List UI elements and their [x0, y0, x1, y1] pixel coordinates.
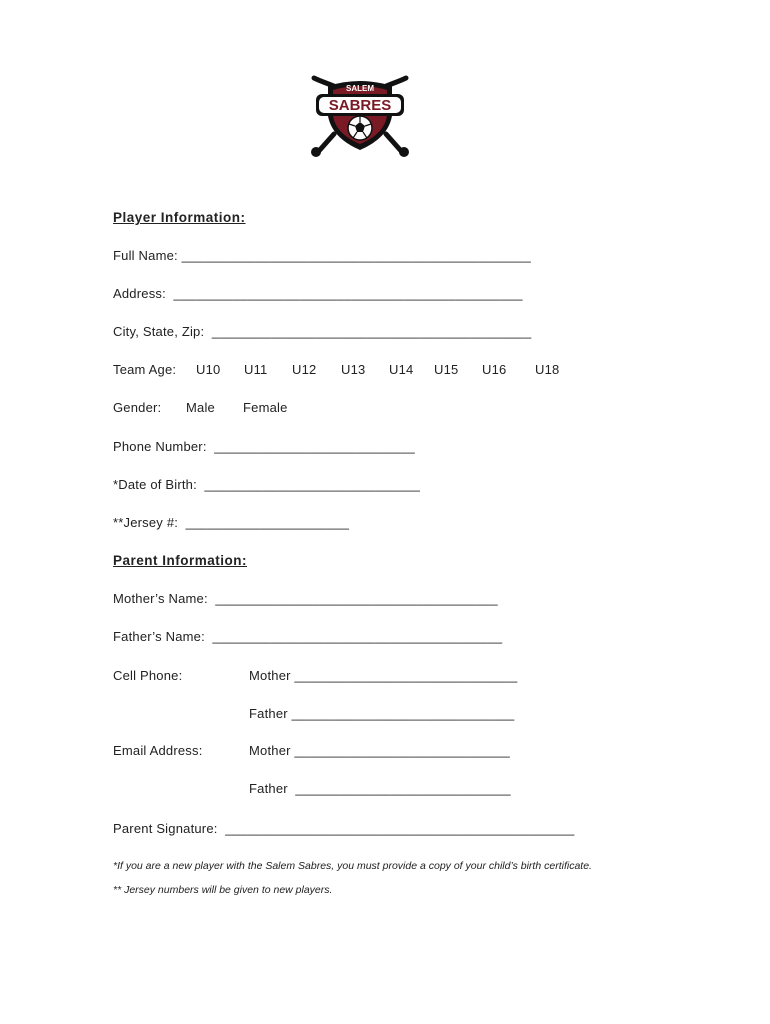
- logo-top-text: SALEM: [346, 84, 374, 93]
- logo-main-text: SABRES: [328, 97, 392, 114]
- jersey-note: ** Jersey numbers will be given to new players.: [113, 884, 333, 896]
- team-age-option[interactable]: U15: [434, 362, 459, 377]
- cell-phone-father-field[interactable]: Father ______________________________: [249, 706, 515, 721]
- city-state-zip-field[interactable]: City, State, Zip: ___________________________________________: [113, 324, 532, 339]
- birth-certificate-note: *If you are a new player with the Salem Sabres, you must provide a copy of your child’s birth certificate.: [113, 860, 592, 872]
- date-of-birth-field[interactable]: *Date of Birth: _____________________________: [113, 477, 421, 492]
- parent-information-heading: Parent Information:: [113, 553, 248, 568]
- gender-label: Gender:: [113, 400, 162, 415]
- address-field[interactable]: Address: _______________________________________________: [113, 286, 523, 301]
- email-mother-field[interactable]: Mother _____________________________: [249, 743, 510, 758]
- gender-male-option[interactable]: Male: [186, 400, 215, 415]
- team-age-option[interactable]: U11: [244, 362, 268, 377]
- team-age-option[interactable]: U18: [535, 362, 560, 377]
- team-age-option[interactable]: U16: [482, 362, 507, 377]
- team-age-option[interactable]: U10: [196, 362, 221, 377]
- mother-name-field[interactable]: Mother’s Name: ______________________________________: [113, 591, 498, 606]
- team-age-option[interactable]: U12: [292, 362, 317, 377]
- father-name-field[interactable]: Father’s Name: _______________________________________: [113, 629, 503, 644]
- email-father-field[interactable]: Father _____________________________: [249, 781, 511, 796]
- cell-phone-mother-field[interactable]: Mother ______________________________: [249, 668, 518, 683]
- team-age-option[interactable]: U13: [341, 362, 366, 377]
- cell-phone-label: Cell Phone:: [113, 668, 183, 683]
- parent-signature-field[interactable]: Parent Signature: _______________________________________________: [113, 821, 575, 836]
- jersey-number-field[interactable]: **Jersey #: ______________________: [113, 515, 350, 530]
- salem-sabres-logo: [308, 72, 412, 158]
- full-name-field[interactable]: Full Name: _______________________________________________: [113, 248, 531, 263]
- email-address-label: Email Address:: [113, 743, 203, 758]
- team-age-label: Team Age:: [113, 362, 177, 377]
- player-information-heading: Player Information:: [113, 210, 246, 225]
- gender-female-option[interactable]: Female: [243, 400, 288, 415]
- phone-number-field[interactable]: Phone Number: ___________________________: [113, 439, 415, 454]
- team-age-option[interactable]: U14: [389, 362, 414, 377]
